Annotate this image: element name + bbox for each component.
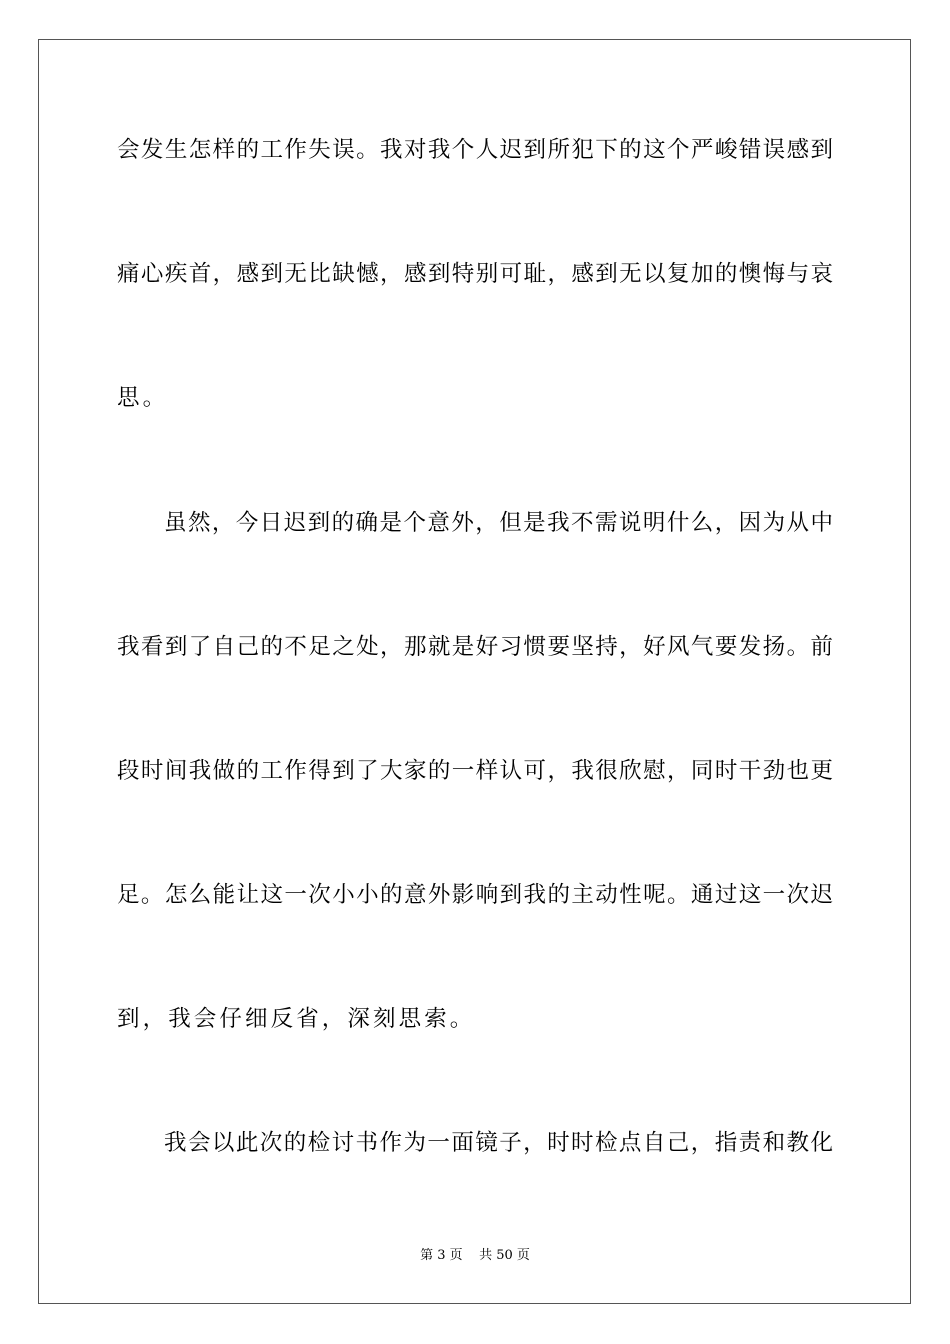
body-line-2: 痛心疾首，感到无比缺憾，感到特别可耻，感到无以复加的懊悔与哀 [117, 261, 833, 287]
body-line-4: 虽然，今日迟到的确是个意外，但是我不需说明什么，因为从中 [164, 510, 833, 536]
body-line-1: 会发生怎样的工作失误。我对我个人迟到所犯下的这个严峻错误感到 [117, 137, 833, 163]
body-line-6: 段时间我做的工作得到了大家的一样认可，我很欣慰，同时干劲也更 [117, 758, 833, 784]
body-line-3: 思。 [117, 385, 169, 411]
body-line-7: 足。怎么能让这一次小小的意外影响到我的主动性呢。通过这一次迟 [117, 882, 833, 908]
body-line-5: 我看到了自己的不足之处，那就是好习惯要坚持，好风气要发扬。前 [117, 634, 833, 660]
body-line-9: 我会以此次的检讨书作为一面镜子，时时检点自己，指责和教化 [164, 1130, 833, 1156]
page-number-footer: 第 3 页 共 50 页 [420, 1248, 530, 1263]
page-frame [38, 39, 911, 1304]
body-line-8: 到，我会仔细反省，深刻思索。 [117, 1006, 476, 1032]
